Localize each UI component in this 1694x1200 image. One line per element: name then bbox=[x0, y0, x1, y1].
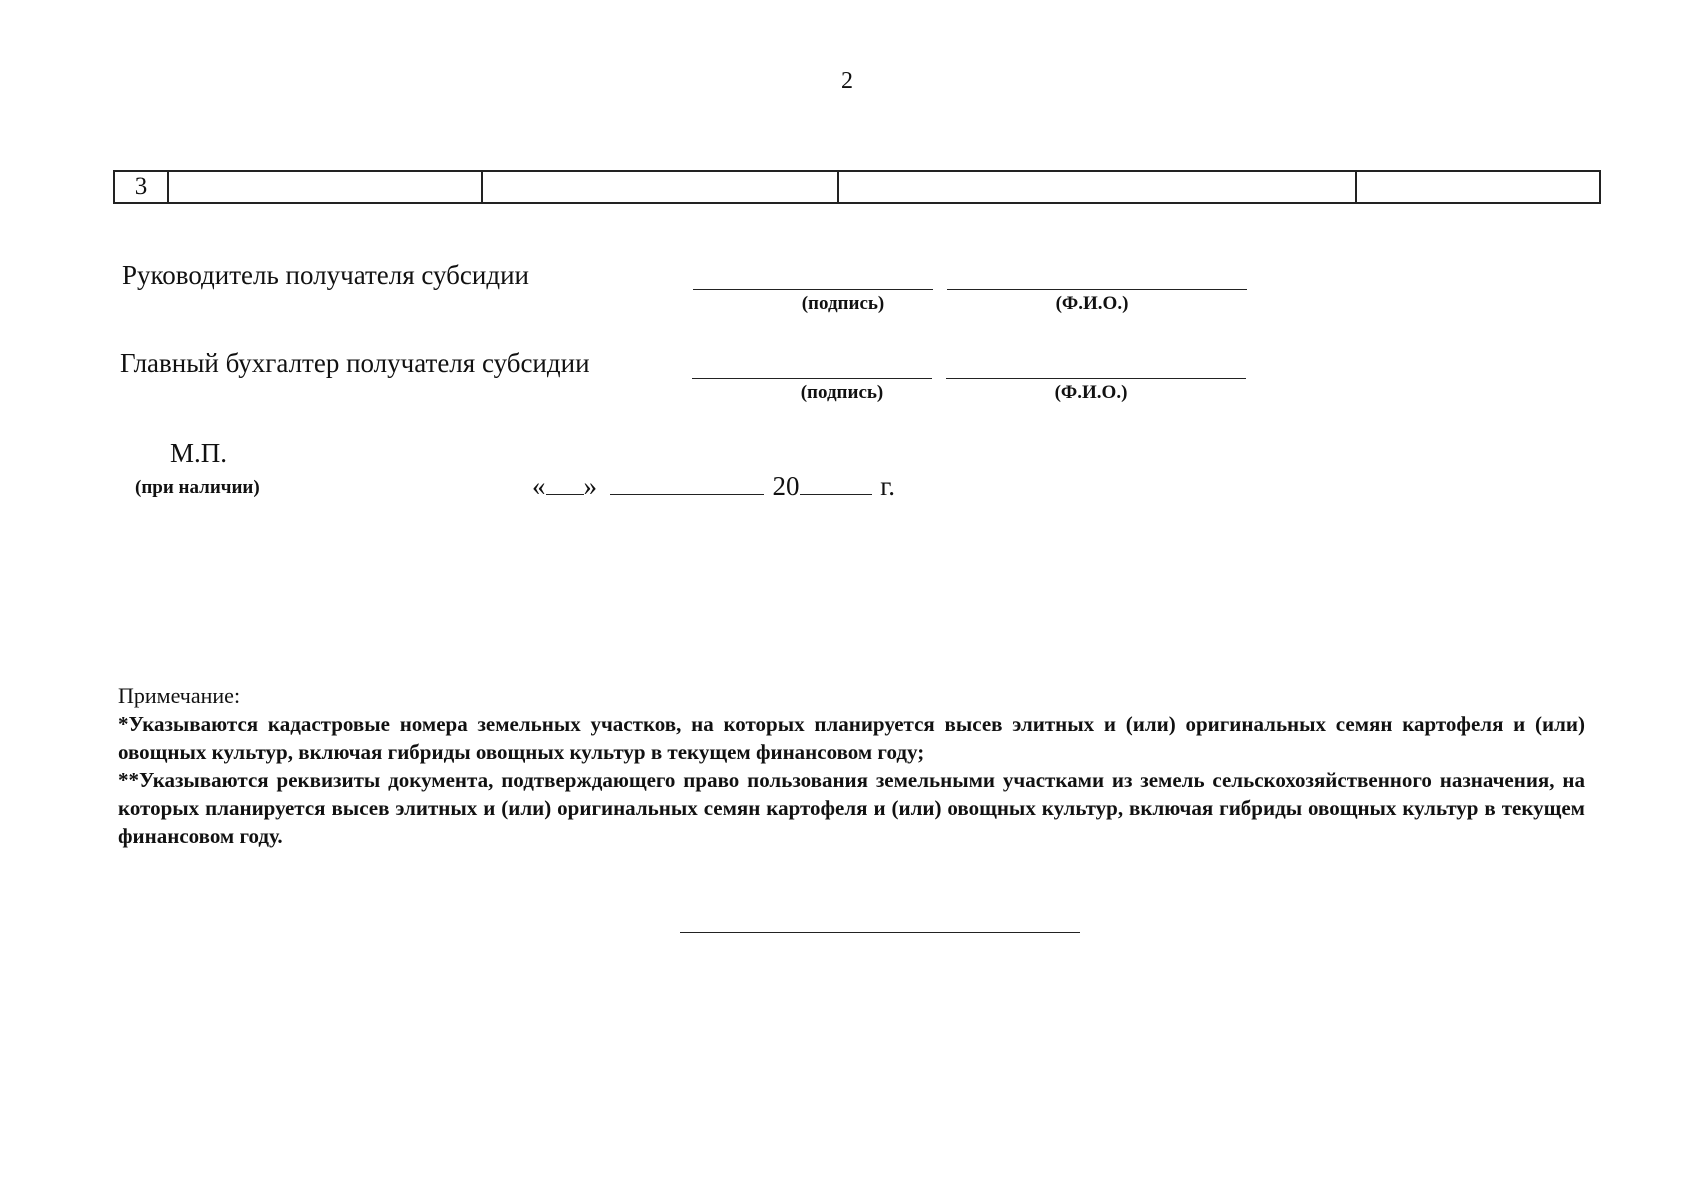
table-cell bbox=[1356, 171, 1600, 203]
accountant-name-line bbox=[946, 378, 1246, 379]
year-suffix: г. bbox=[880, 471, 896, 501]
accountant-signature-caption: (подпись) bbox=[800, 382, 884, 403]
notes-heading: Примечание: bbox=[118, 683, 241, 708]
note-item-1: *Указываются кадастровые номера земельных участков, на которых планируется высев элитных и (или) оригинальных семян картофеля и (или) овощных культур, включая гибриды овощных культур в текущем финансовом году; bbox=[118, 712, 1585, 764]
head-signature-caption: (подпись) bbox=[801, 293, 885, 314]
table-cell-number: 3 bbox=[114, 171, 168, 203]
page-number: 2 bbox=[841, 68, 853, 94]
table-cell bbox=[168, 171, 482, 203]
head-signature-line bbox=[693, 289, 933, 290]
day-blank bbox=[546, 472, 584, 495]
table-cell bbox=[482, 171, 838, 203]
table-cell bbox=[838, 171, 1356, 203]
date-open-quote: « bbox=[532, 471, 546, 501]
table-row bbox=[113, 170, 1601, 204]
head-name-line bbox=[947, 289, 1247, 290]
accountant-name-caption: (Ф.И.О.) bbox=[1054, 382, 1128, 403]
stamp-place-note: (при наличии) bbox=[135, 477, 260, 498]
footer-separator-line bbox=[680, 932, 1080, 933]
year-prefix: 20 bbox=[772, 471, 800, 501]
head-signatory-label: Руководитель получателя субсидии bbox=[122, 260, 529, 290]
note-item-2: **Указываются реквизиты документа, подтверждающего право пользования земельными участками из земель сельскохозяйственного назначения, на которых планируется высев элитных и (или) оригинальных семян картофеля и (или) овощных культур, включая гибриды овощных культур в текущем финансовом году. bbox=[118, 768, 1585, 848]
year-blank bbox=[800, 472, 872, 495]
date-close-quote: » bbox=[583, 471, 597, 501]
accountant-signatory-label: Главный бухгалтер получателя субсидии bbox=[120, 348, 590, 378]
date-line bbox=[532, 471, 895, 502]
stamp-place-label: М.П. bbox=[170, 438, 228, 468]
notes-section bbox=[118, 682, 1585, 850]
accountant-signature-line bbox=[692, 378, 932, 379]
month-blank bbox=[610, 472, 764, 495]
head-name-caption: (Ф.И.О.) bbox=[1055, 293, 1129, 314]
